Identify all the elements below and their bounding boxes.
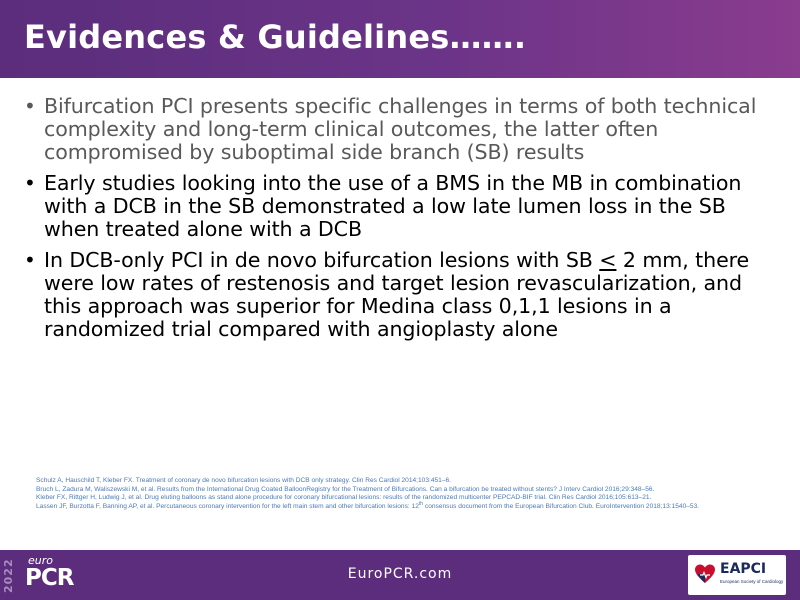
bullet-list <box>24 95 784 349</box>
reference-item: Kleber FX, Rittger H, Ludwig J, et al. Drug eluting balloons as stand alone procedure for coronary bifurcational lesions: results of the randomized multicenter PEPCAD-BIF trial. Clin Res Cardiol 2016;105:613–21. <box>36 494 652 501</box>
bullet-dot: • <box>24 171 36 195</box>
reference-superscript: th <box>418 500 424 507</box>
logo-year: 2022 <box>2 558 15 594</box>
bullet-text: Early studies looking into the use of a BMS in the MB in combination with a DCB in the SB demonstrated a low late lumen loss in the SB when treated alone with a DCB <box>44 171 742 241</box>
reference-text: Lassen JF, Burzotta F, Banning AP, et al. Percutaneous coronary intervention for the left main stem and other bifurcation lesions: 12 <box>36 502 419 510</box>
reference-text: consensus document from the European Bifurcation Club. EuroIntervention 2018;13:1540–53. <box>423 502 700 510</box>
reference-item: Schulz A, Hauschild T, Kleber FX. Treatment of coronary de novo bifurcation lesions with DCB only strategy. Clin Res Cardiol 2014;103:451–6. <box>36 477 452 484</box>
eapci-logo <box>688 555 786 595</box>
bullet-text-part: 2 mm, there were low rates of restenosis and target lesion revascularization, and this approach was superior for Medina class 0,1,1 lesions in a randomized trial compared with angioplasty alone <box>44 248 750 341</box>
less-than-or-equal-symbol: < <box>599 248 617 272</box>
bullet-dot: • <box>24 94 36 118</box>
footer-url: EuroPCR.com <box>347 566 453 582</box>
slide-title: Evidences & Guidelines……. <box>24 18 527 56</box>
reference-item: Bruch L, Zadura M, Waliszewski M, et al. Results from the International Drug Coated BalloonRegistry for the Treatment of Bifurcations. Can a bifurcation be treated without stents? J Interv Cardiol 2016;29:348–56. <box>36 485 655 493</box>
eapci-subtitle: European Society of Cardiology <box>720 579 784 584</box>
bullet-text: Bifurcation PCI presents specific challenges in terms of both technical complexity and long-term clinical outcomes, the latter often compromised by suboptimal side branch (SB) results <box>44 94 757 164</box>
europcr-logo-pcr: PCR <box>25 565 74 591</box>
bullet-item <box>24 249 784 341</box>
references <box>36 477 756 511</box>
bullet-item <box>24 95 784 164</box>
bullet-text-part: In DCB-only PCI in de novo bifurcation lesions with SB <box>44 248 600 272</box>
eapci-name: EAPCI <box>720 561 767 577</box>
bullet-item <box>24 172 784 241</box>
europcr-logo-euro: euro <box>28 554 53 567</box>
title-bar <box>0 0 800 78</box>
bullet-dot: • <box>24 248 36 272</box>
reference-item <box>36 500 756 512</box>
heart-icon <box>694 563 716 585</box>
